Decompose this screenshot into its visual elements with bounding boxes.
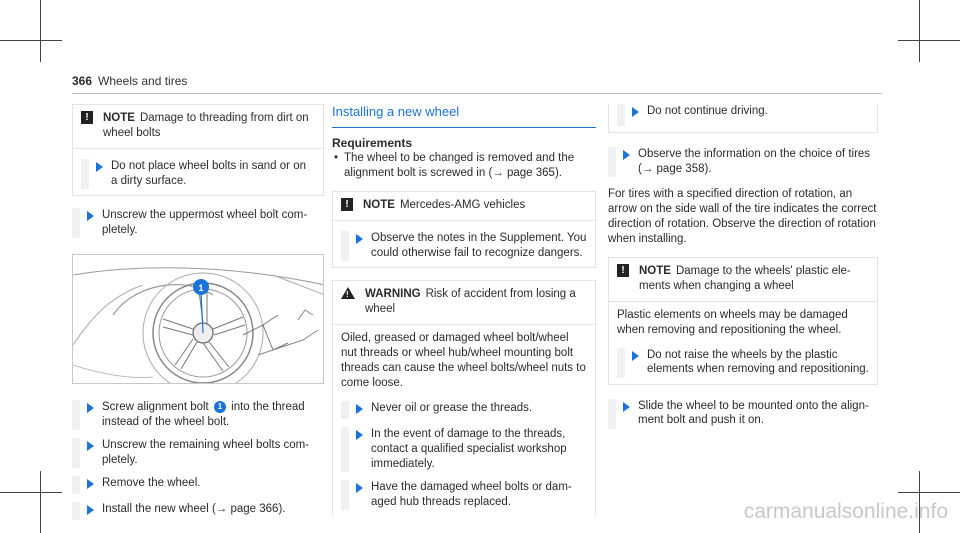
- figure-callout: 1: [198, 282, 204, 293]
- instruction-step: [81, 159, 315, 189]
- step-bar: [81, 159, 89, 189]
- step-text: Do not continue driving.: [647, 105, 768, 117]
- note-box: [332, 191, 596, 268]
- arrow-right-icon: [632, 107, 639, 117]
- warning-body: Oiled, greased or damaged wheel bolt/wheel nut threads or wheel hub/wheel mounting bolt threads can cause the wheel bolts/wheel nuts to come loose.: [341, 332, 586, 389]
- requirement-item: • The wheel to be changed is removed and the alignment bolt is screwed in (→ page 365).: [332, 151, 596, 181]
- note-head: [617, 264, 869, 294]
- instruction-step: [72, 438, 324, 468]
- instruction-step: [341, 480, 587, 510]
- instruction-step: [617, 104, 869, 126]
- step-bar: [341, 480, 349, 510]
- step-bar: [341, 427, 349, 472]
- step-text: Do not place wheel bolts in sand or on a dirty surface.: [111, 159, 306, 187]
- note-head: [341, 198, 587, 213]
- warning-text: Risk of accident from losing a wheel: [365, 288, 576, 316]
- arrow-right-icon: [632, 351, 639, 361]
- warning-box: [332, 280, 596, 515]
- crop-mark: [898, 40, 960, 41]
- instruction-step: [72, 400, 324, 430]
- divider: [73, 148, 323, 149]
- crop-mark: [898, 492, 960, 493]
- step-text: Unscrew the uppermost wheel bolt completely.: [102, 208, 308, 236]
- step-bar: [72, 400, 80, 430]
- callout-badge: 1: [214, 401, 226, 413]
- paragraph: For tires with a specified direction of rotation, an arrow on the side wall of the tire indicates the correct direction of rotation. Observe the direction of rotation when installing.: [608, 188, 877, 245]
- heading: Installing a new wheel: [332, 104, 596, 128]
- step-bar: [617, 348, 625, 378]
- instruction-step: [617, 348, 869, 378]
- wheel-drawing: [73, 255, 324, 384]
- step-text: Do not raise the wheels by the plastic elements when removing and repositioning.: [647, 348, 869, 376]
- page-number: 366: [72, 74, 93, 88]
- step-text: Screw alignment bolt: [102, 400, 209, 413]
- note-label: NOTE: [639, 264, 671, 277]
- instruction-step: [72, 208, 324, 238]
- step-bar: [341, 231, 349, 261]
- step-text: Remove the wheel.: [102, 476, 201, 489]
- arrow-right-icon: [356, 234, 363, 244]
- divider: [333, 220, 595, 221]
- step-text: into the thread instead of the wheel bolt.: [102, 400, 305, 428]
- instruction-step: [608, 399, 878, 429]
- arrow-right-icon: [87, 211, 94, 221]
- step-text: Unscrew the remaining wheel bolts completely.: [102, 438, 310, 466]
- step-text: In the event of damage to the threads, contact a qualified specialist workshop immediately.: [371, 427, 567, 470]
- note-box: [608, 257, 878, 385]
- column-2: [332, 104, 596, 516]
- note-body: Plastic elements on wheels may be damaged when removing and repositioning the wheel.: [617, 308, 848, 336]
- crop-mark: [919, 0, 920, 62]
- note-label: NOTE: [363, 199, 395, 212]
- column-3: [608, 104, 878, 429]
- arrow-right-icon: [356, 404, 363, 414]
- divider: [609, 301, 877, 302]
- arrow-right-icon: [623, 150, 630, 160]
- arrow-right-icon: [356, 430, 363, 440]
- note-head: [81, 111, 315, 141]
- arrow-right-icon: [87, 403, 94, 413]
- instruction-step: [341, 401, 587, 419]
- note-text: Damage to the wheels' plastic elements when changing a wheel: [639, 264, 851, 292]
- note-text: Damage to threading from dirt on wheel bolts: [103, 112, 309, 139]
- warning-icon: !: [341, 287, 355, 299]
- exclamation-icon: !: [81, 111, 93, 124]
- instruction-step: [72, 502, 324, 520]
- wheel-illustration: [72, 254, 324, 384]
- step-bar: [72, 438, 80, 468]
- step-text: Have the damaged wheel bolts or damaged hub threads replaced.: [371, 480, 572, 508]
- arrow-right-icon: [623, 402, 630, 412]
- crop-mark: [0, 492, 62, 493]
- step-bar: [341, 401, 349, 419]
- note-label: NOTE: [103, 112, 135, 124]
- step-bar: [608, 399, 616, 429]
- crop-mark: [40, 0, 41, 62]
- note-box: [72, 104, 324, 196]
- step-bar: [72, 502, 80, 520]
- instruction-step: [341, 231, 587, 261]
- step-bar: [72, 476, 80, 494]
- step-text: Never oil or grease the threads.: [371, 401, 533, 414]
- step-text: Observe the information on the choice of tires (→ page 358).: [638, 148, 871, 175]
- arrow-right-icon: [87, 441, 94, 451]
- warning-head: [341, 287, 587, 317]
- step-bar: [617, 104, 625, 126]
- step-bar: [608, 147, 616, 177]
- requirements-title: Requirements: [332, 135, 413, 150]
- instruction-step: [341, 427, 587, 472]
- arrow-right-icon: [356, 483, 363, 493]
- exclamation-icon: !: [341, 198, 353, 211]
- warning-label: WARNING: [365, 288, 421, 301]
- exclamation-icon: !: [617, 264, 629, 277]
- arrow-right-icon: [96, 162, 103, 172]
- step-text: Install the new wheel (→ page 366).: [102, 502, 286, 515]
- step-text: Observe the notes in the Supplement. You could otherwise fail to recognize dangers.: [371, 232, 587, 260]
- column-1: [72, 104, 324, 520]
- crop-mark: [0, 40, 62, 41]
- arrow-right-icon: [87, 479, 94, 489]
- arrow-right-icon: [87, 505, 94, 515]
- instruction-step: [72, 476, 324, 494]
- step-bar: [72, 208, 80, 238]
- instruction-step: [608, 147, 878, 177]
- watermark: carmanualsonline.info: [743, 499, 948, 523]
- divider: [333, 324, 595, 325]
- note-text: Mercedes-AMG vehicles: [399, 199, 526, 212]
- continued-box: [608, 104, 878, 133]
- step-text: Slide the wheel to be mounted onto the alignment bolt and push it on.: [638, 399, 869, 427]
- page-header: [72, 72, 882, 94]
- crop-mark: [40, 471, 41, 533]
- section-title: Wheels and tires: [98, 74, 188, 88]
